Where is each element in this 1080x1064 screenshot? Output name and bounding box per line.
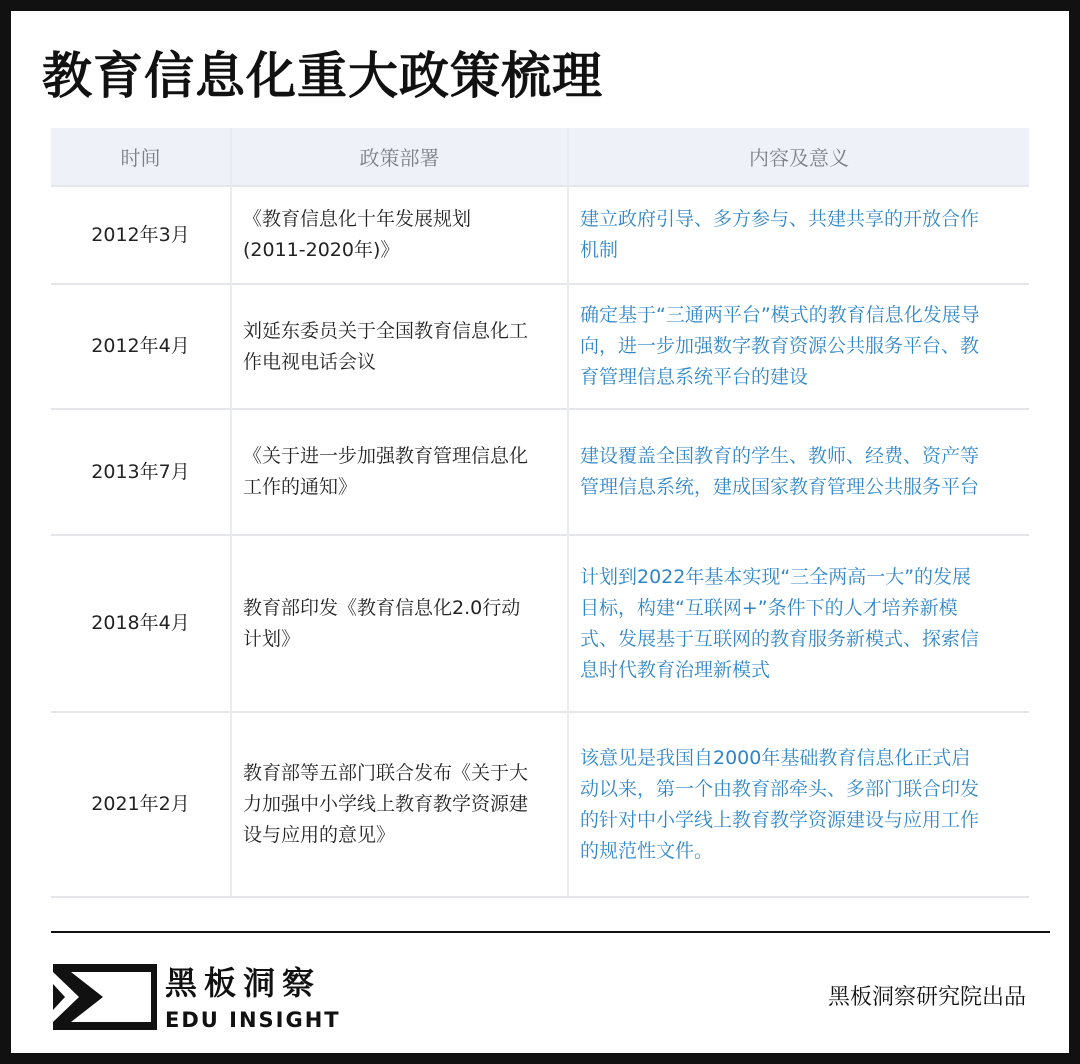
table-row: [51, 535, 1029, 712]
meaning-line: 该意见是我国自2000年基础教育信息化正式启: [580, 746, 971, 769]
policy-line: 《教育信息化十年发展规划: [243, 208, 472, 230]
header-policy: 政策部署: [231, 128, 568, 186]
policy-line: 工作的通知》: [243, 476, 358, 498]
footer-divider: [51, 931, 1050, 933]
meaning-line: 向，进一步加强数字教育资源公共服务平台、教: [580, 335, 980, 357]
page-title: 教育信息化重大政策梳理: [42, 47, 603, 105]
table-row: [51, 186, 1029, 284]
policy-line: 教育部印发《教育信息化2.0行动: [243, 596, 521, 619]
policy-table: [51, 128, 1029, 898]
table-row: [51, 409, 1029, 535]
meaning-line: 确定基于“三通两平台”模式的教育信息化发展导: [580, 304, 980, 326]
row-policy: [231, 409, 568, 535]
row-policy: [231, 186, 568, 284]
meaning-line: 动以来，第一个由教育部牵头、多部门联合印发: [580, 777, 980, 800]
meaning-line: 管理信息系统，建成国家教育管理公共服务平台: [580, 476, 980, 498]
meaning-line: 计划到2022年基本实现“三全两高一大”的发展: [580, 565, 972, 588]
meaning-line: 式、发展基于互联网的教育服务新模式、探索信: [580, 627, 980, 650]
policy-line: 设与应用的意见》: [243, 824, 396, 846]
row-time: 2018年4月: [51, 535, 231, 712]
table-header-row: [51, 128, 1029, 186]
row-time: 2013年7月: [51, 409, 231, 535]
row-meaning: [568, 284, 1029, 409]
table-row: [51, 712, 1029, 897]
meaning-line: 目标，构建“互联网+”条件下的人才培养新模: [580, 596, 958, 619]
brand-name-cn: 黑板洞察: [165, 964, 322, 1002]
meaning-line: 育管理信息系统平台的建设: [580, 366, 809, 388]
header-meaning: 内容及意义: [568, 128, 1029, 186]
row-time: 2021年2月: [51, 712, 231, 897]
meaning-line: 的针对中小学线上教育教学资源建设与应用工作: [580, 808, 980, 831]
row-policy: [231, 535, 568, 712]
row-time: 2012年3月: [51, 186, 231, 284]
table-row: [51, 284, 1029, 409]
policy-line: 力加强中小学线上教育教学资源建: [243, 793, 529, 815]
row-meaning: [568, 535, 1029, 712]
policy-line: 《关于进一步加强教育管理信息化: [243, 445, 529, 467]
row-meaning: [568, 712, 1029, 897]
policy-line: 计划》: [243, 627, 301, 650]
row-policy: [231, 712, 568, 897]
meaning-line: 建设覆盖全国教育的学生、教师、经费、资产等: [580, 445, 980, 467]
row-time: 2012年4月: [51, 284, 231, 409]
row-meaning: [568, 186, 1029, 284]
brand-name-en: EDU INSIGHT: [165, 1008, 341, 1032]
credit-text: 黑板洞察研究院出品: [827, 985, 1026, 1010]
policy-line: 作电视电话会议: [243, 350, 377, 373]
policy-line: 教育部等五部门联合发布《关于大: [243, 762, 529, 784]
eye-arrow-logo-icon: [53, 964, 157, 1030]
policy-line: 刘延东委员关于全国教育信息化工: [243, 319, 529, 342]
meaning-line: 的规范性文件。: [580, 839, 714, 862]
row-meaning: [568, 409, 1029, 535]
meaning-line: 息时代教育治理新模式: [580, 658, 771, 681]
header-time: 时间: [51, 128, 231, 186]
policy-line: (2011-2020年)》: [243, 239, 400, 261]
row-policy: [231, 284, 568, 409]
meaning-line: 机制: [580, 239, 619, 261]
meaning-line: 建立政府引导、多方参与、共建共享的开放合作: [580, 208, 980, 230]
